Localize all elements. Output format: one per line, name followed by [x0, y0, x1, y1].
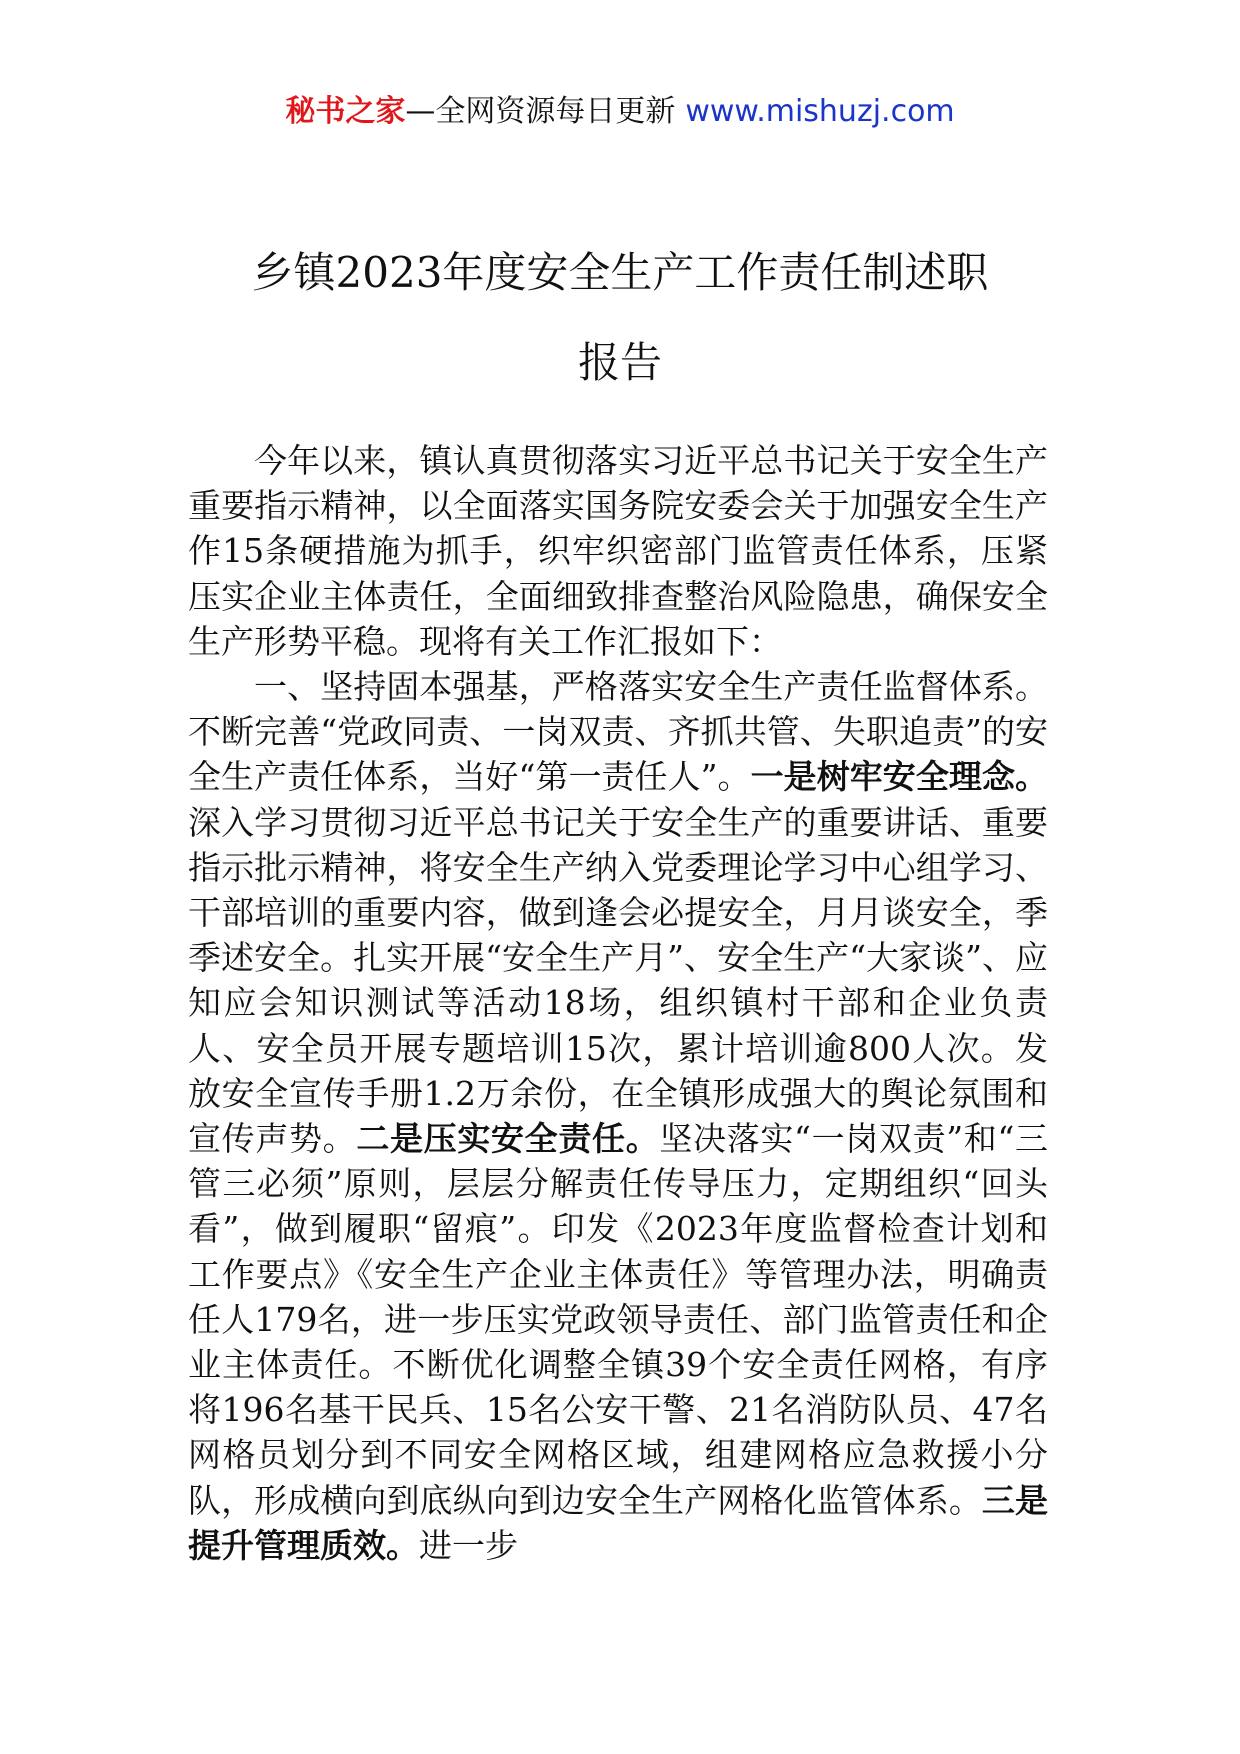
point-2-text: 坚决落实“一岗双责”和“三管三必须”原则，层层分解责任传导压力，定期组织“回头看”，做到履职“留痕”。印发《2023年度监督检查计划和工作要点》《安全生产企业主体责任》等管理办法，明确责任人179名，进一步压实党政领导责任、部门监管责任和企业主体责任。不断优化调整全镇39个安全责任网格，有序将196名基干民兵、15名公安干警、21名消防队员、47名网格员划分到不同安全网格区域，组建网格应急救援小分队，形成横向到底纵向到边安全生产网格化监管体系。 [188, 1119, 1048, 1520]
document-body [188, 438, 1048, 1568]
site-header [0, 92, 1240, 132]
title-line-1: 乡镇2023年度安全生产工作责任制述职 [251, 248, 989, 297]
site-brand: 秘书之家 [285, 94, 406, 129]
point-3-text: 进一步 [419, 1525, 518, 1565]
site-url-link[interactable]: www.mishuzj.com [685, 94, 955, 129]
document-title [180, 228, 1060, 408]
title-line-2: 报告 [577, 338, 662, 387]
point-1-title: 一是树牢安全理念。 [750, 757, 1048, 797]
point-2-title: 二是压实安全责任。 [356, 1119, 660, 1159]
point-3-title: 三是提升管理质效。 [188, 1480, 1049, 1565]
section-1-intro-text: 不断完善“党政同责、一岗双责、齐抓共管、失职追责”的安全生产责任体系，当好“第一责任人”。 [188, 712, 1048, 797]
point-1-text: 深入学习贯彻习近平总书记关于安全生产的重要讲话、重要指示批示精神，将安全生产纳入党委理论学习中心组学习、干部培训的重要内容，做到逢会必提安全，月月谈安全，季季述安全。扎实开展“安全生产月”、安全生产“大家谈”、应知应会知识测试等活动18场，组织镇村干部和企业负责人、安全员开展专题培训15次，累计培训逾800人次。发放安全宣传手册1.2万余份，在全镇形成强大的舆论氛围和宣传声势。 [188, 802, 1048, 1159]
intro-paragraph: 今年以来，镇认真贯彻落实习近平总书记关于安全生产重要指示精神，以全面落实国务院安委会关于加强安全生产作15条硬措施为抓手，织牢织密部门监管责任体系，压紧压实企业主体责任，全面细致排查整治风险隐患，确保安全生产形势平稳。现将有关工作汇报如下： [188, 441, 1048, 661]
site-tagline: —全网资源每日更新 [405, 94, 676, 129]
section-1-heading: 一、坚持固本强基，严格落实安全生产责任监督体系。 [254, 667, 1048, 707]
section-1-paragraph [188, 664, 1048, 1568]
